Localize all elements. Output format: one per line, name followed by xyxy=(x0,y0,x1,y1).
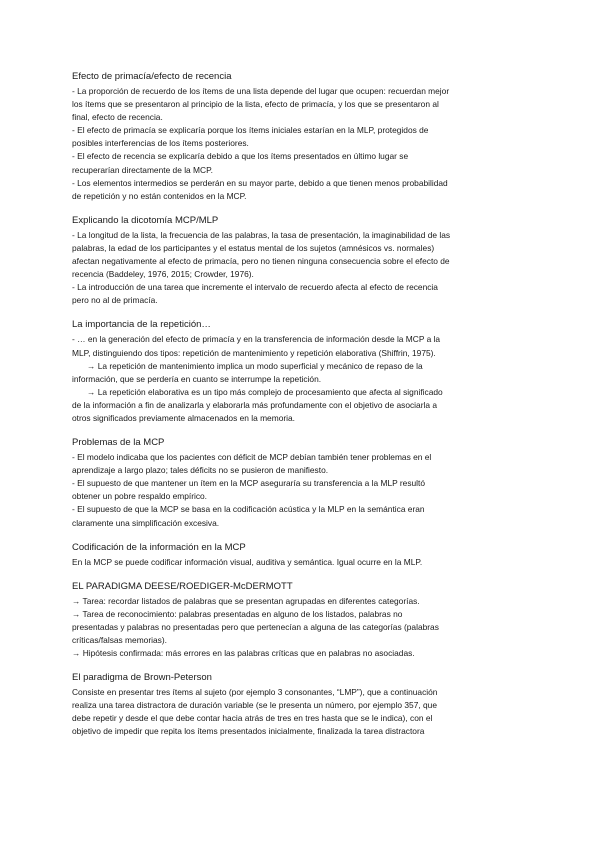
section-title: Problemas de la MCP xyxy=(72,437,165,449)
text-line: MLP, distinguiendo dos tipos: repetición de mantenimiento y repetición elaborativa (Shiffrin, 1975). xyxy=(72,347,436,358)
text-line: - La introducción de una tarea que incremente el intervalo de recuerdo afecta al efecto de recencia xyxy=(72,282,438,293)
section xyxy=(72,541,528,569)
text-line: - El efecto de primacía se explicaría porque los ítems iniciales estarían en la MLP, protegidos de xyxy=(72,125,429,136)
text-line: - La proporción de recuerdo de los ítems de una lista depende del lugar que ocupen: recuerdan mejor xyxy=(72,86,450,96)
text-line: críticas/falsas memorias). xyxy=(72,635,167,645)
text-line: palabras, la edad de los participantes y el estatus mental de los sujetos (amnésicos vs. normales) xyxy=(72,242,435,253)
section xyxy=(72,436,528,530)
text-line: - La longitud de la lista, la frecuencia de las palabras, la tasa de presentación, la imaginabilidad de las xyxy=(72,229,451,240)
section xyxy=(72,671,528,738)
text-line: aprendizaje a largo plazo; tales déficits no se pusieron de manifiesto. xyxy=(72,465,329,476)
text-line: pero no al de primacía. xyxy=(72,295,158,306)
text-line: - El efecto de recencia se explicaría debido a que los ítems presentados en último lugar se xyxy=(72,151,409,162)
text-line: - El supuesto de que mantener un ítem en la MCP aseguraría su transferencia a la MLP resultó xyxy=(72,478,426,489)
text-line: - … en la generación del efecto de primacía y en la transferencia de información desde la MCP a la xyxy=(72,334,441,345)
section xyxy=(72,214,528,308)
text-line: → Hipótesis confirmada: más errores en las palabras críticas que en palabras no asociadas. xyxy=(72,648,415,659)
text-line: información, que se perdería en cuanto se interrumpe la repetición. xyxy=(72,373,322,384)
section-title: Explicando la dicotomía MCP/MLP xyxy=(72,214,219,226)
text-line: final, efecto de recencia. xyxy=(72,112,163,123)
text-line: realiza una tarea distractora de duración variable (se le presenta un número, por ejemplo 357, que xyxy=(72,700,437,711)
text-line: presentadas y palabras no presentadas pero que pertenecían a alguna de las categorías (palabras xyxy=(72,621,439,632)
text-line: objetivo de impedir que repita los ítems presentados inicialmente, finalizada la tarea distractora xyxy=(72,726,425,737)
section-title: EL PARADIGMA DEESE/ROEDIGER-McDERMOTT xyxy=(72,580,293,592)
section-title: Codificación de la información en la MCP xyxy=(72,541,246,553)
text-line: otros significados previamente almacenados en la memoria. xyxy=(72,412,295,423)
text-line: → Tarea de reconocimiento: palabras presentadas en alguno de los listados, palabras no xyxy=(72,608,403,619)
section xyxy=(72,318,528,425)
section-title: La importancia de la repetición… xyxy=(72,319,211,331)
text-line: recuperarían directamente de la MCP. xyxy=(72,164,213,175)
text-line: → Tarea: recordar listados de palabras que se presentan agrupadas en diferentes categorías. xyxy=(72,595,420,606)
text-line: posibles interferencias de los ítems posteriores. xyxy=(72,138,249,149)
document-body xyxy=(72,70,528,750)
text-line: recencia (Baddeley, 1976, 2015; Crowder, 1976). xyxy=(72,269,254,280)
text-line: los ítems que se presentaron al principio de la lista, efecto de primacía, y los que se presentaron al xyxy=(72,99,439,110)
text-line: obtener un pobre respaldo empírico. xyxy=(72,491,208,502)
text-line: debe repetir y desde el que debe contar hacia atrás de tres en tres hasta que se le indica), con el xyxy=(72,713,433,724)
section-title: Efecto de primacía/efecto de recencia xyxy=(72,71,232,82)
text-line: → La repetición elaborativa es un tipo más complejo de procesamiento que afecta al significado xyxy=(87,386,443,397)
text-line: afectan negativamente al efecto de primacía, pero no tienen ninguna consecuencia sobre el efecto de xyxy=(72,256,450,267)
section xyxy=(72,580,528,660)
text-line: de repetición y no están contenidos en la MCP. xyxy=(72,190,247,201)
text-line: - El modelo indicaba que los pacientes con déficit de MCP debían también tener problemas en el xyxy=(72,452,432,463)
text-line: Consiste en presentar tres ítems al sujeto (por ejemplo 3 consonantes, “LMP”), que a continuación xyxy=(72,687,438,698)
section-title: El paradigma de Brown-Peterson xyxy=(72,672,212,684)
text-line: - Los elementos intermedios se perderán en su mayor parte, debido a que tienen menos probabilidad xyxy=(72,177,448,188)
text-line: → La repetición de mantenimiento implica un modo superficial y mecánico de repaso de la xyxy=(87,360,423,371)
text-line: claramente una simplificación excesiva. xyxy=(72,517,220,528)
text-line: En la MCP se puede codificar información visual, auditiva y semántica. Igual ocurre en la MLP. xyxy=(72,556,423,567)
text-line: - El supuesto de que la MCP se basa en la codificación acústica y la MLP en la semántica eran xyxy=(72,504,425,515)
text-line: de la información a fin de analizarla y elaborarla más profundamente con el objetivo de asociarla a xyxy=(72,399,437,410)
section xyxy=(72,70,528,203)
